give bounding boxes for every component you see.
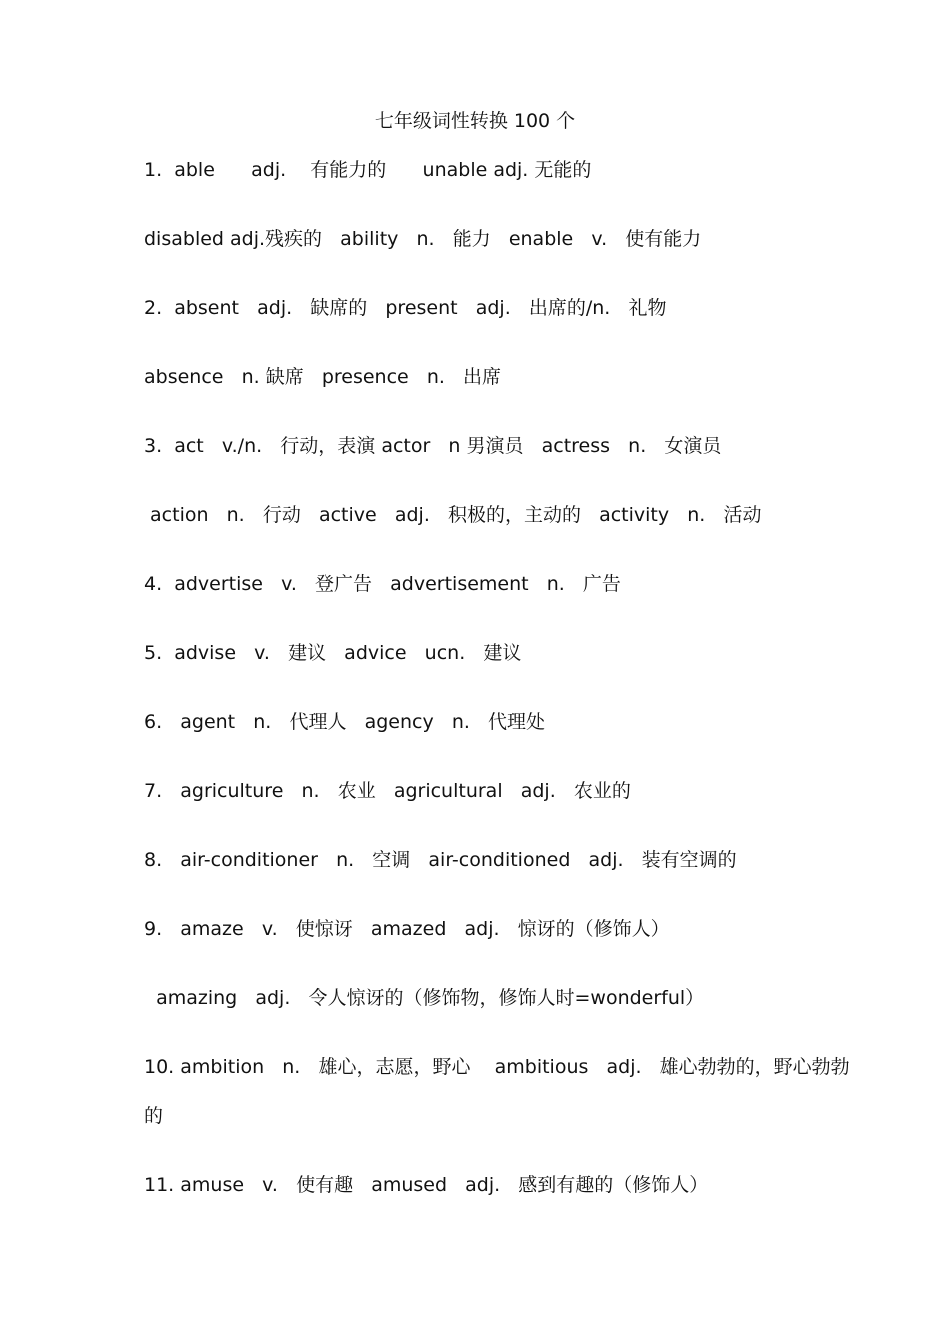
text-line: amazing adj. 令人惊讶的（修饰物，修饰人时=wonderful） [144, 987, 705, 1009]
text-line: 7. agriculture n. 农业 agricultural adj. 农业的 [144, 780, 631, 802]
text-line: 9. amaze v. 使惊讶 amazed adj. 惊讶的（修饰人） [144, 918, 670, 940]
text-line: 2. absent adj. 缺席的 present adj. 出席的/n. 礼物 [144, 297, 667, 319]
text-line: 5. advise v. 建议 advice ucn. 建议 [144, 642, 522, 664]
text-line: absence n. 缺席 presence n. 出席 [144, 366, 502, 388]
text-line: 10. ambition n. 雄心，志愿，野心 ambitious adj. 雄心勃勃的，野心勃勃 [144, 1056, 850, 1078]
text-line: 3. act v./n. 行动，表演 actor n 男演员 actress n. 女演员 [144, 435, 722, 457]
text-line: 的 [144, 1105, 164, 1127]
text-line: 8. air-conditioner n. 空调 air-conditioned adj. 装有空调的 [144, 849, 737, 871]
text-line: action n. 行动 active adj. 积极的，主动的 activity n. 活动 [144, 504, 762, 526]
page-title: 七年级词性转换 100 个 [374, 110, 576, 132]
text-line: 4. advertise v. 登广告 advertisement n. 广告 [144, 573, 621, 595]
text-line: 11. amuse v. 使有趣 amused adj. 感到有趣的（修饰人） [144, 1174, 709, 1196]
text-line: disabled adj.残疾的 ability n. 能力 enable v. 使有能力 [144, 228, 702, 250]
text-line: 6. agent n. 代理人 agency n. 代理处 [144, 711, 546, 733]
text-line: 1. able adj. 有能力的 unable adj. 无能的 [144, 159, 592, 181]
